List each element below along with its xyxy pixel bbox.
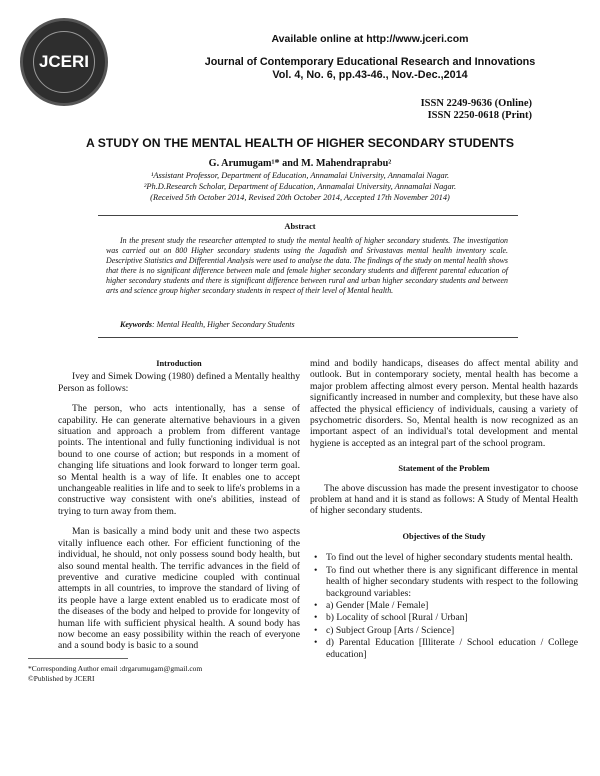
keywords-text: : Mental Health, Higher Secondary Students <box>152 320 295 329</box>
variable-item: • a) Gender [Male / Female] <box>326 600 578 611</box>
abstract-text: In the present study the researcher attempted to study the mental health of higher secondary students. The investigation was carried out on 800 Higher secondary students using the Jagadish and Srivastavas mental health inventory scale. Descriptive Statistics and Differential Analysis were used to analyse the data. The findings of the study on mental health shows that there is no significant difference between male and female higher secondary students and different parental education of higher secondary students and there is significant difference between rural and urban higher secondary students and between arts and science group higher secondary students in respect of their level of Mental health. <box>106 236 508 296</box>
received-dates: (Received 5th October 2014, Revised 20th October 2014, Accepted 17th November 2014) <box>150 193 450 202</box>
logo-text: JCERI <box>33 31 95 93</box>
variable-item: • b) Locality of school [Rural / Urban] <box>326 612 578 623</box>
issn-online: ISSN 2249-9636 (Online) <box>420 98 532 109</box>
keywords <box>120 320 520 329</box>
objectives-heading: Objectives of the Study <box>402 531 486 541</box>
footnote-publisher: ©Published by JCERI <box>28 674 95 683</box>
variables-list <box>326 600 578 660</box>
variable-item: • c) Subject Group [Arts / Science] <box>326 625 578 636</box>
objective-item: • To find out the level of higher secondary students mental health. <box>326 552 578 563</box>
abstract-top-rule <box>98 215 518 216</box>
journal-logo <box>20 18 108 106</box>
intro-paragraph-3: Man is basically a mind body unit and these two aspects vitally influence each other. For efficient functioning of the individual, he should, not only possess sound body health, but also sound mental health. The terrific advances in the field of preventive and curative medicine coupled with continual attempts in all countries, to improve the standard of living of its people have a large extent enabled us to eradicate most of the diseases of the body and helped to provide for longevity of human life with sufficient physical health. A sound body has now become an easy possibility within the reach of everyone and a sound body is basic to a sound <box>58 526 300 652</box>
left-column <box>58 358 300 661</box>
journal-name: Journal of Contemporary Educational Research and Innovations <box>204 56 536 68</box>
statement-paragraph: The above discussion has made the present investigator to choose problem at hand and it is stand as follows: A Study of Mental Health of higher secondary students. <box>310 482 578 517</box>
intro-paragraph-continued: mind and bodily handicaps, diseases do affect mental ability and outlook. But in contemporary society, mental health has become a major problem affecting almost every person. Mental health hazards significantly increased in number and complexity, but these have also affected the physical efficiency of individuals, causing a variety of psychometric disorders. So, Mental health is now recognized as an important aspect of an individual's total development and mental hygiene is accepted as an integral part of the school program. <box>310 358 578 449</box>
abstract-heading: Abstract <box>284 222 316 231</box>
keywords-label: Keywords <box>120 320 152 329</box>
footnote-email: *Corresponding Author email :drgarumugam@gmail.com <box>28 664 203 673</box>
footnote-rule <box>28 658 128 659</box>
issn-print: ISSN 2250-0618 (Print) <box>427 110 532 121</box>
affiliation-1: ¹Assistant Professor, Department of Education, Annamalai University, Annamalai Nagar. <box>150 171 450 180</box>
introduction-heading: Introduction <box>156 359 202 368</box>
article-title: A STUDY ON THE MENTAL HEALTH OF HIGHER SECONDARY STUDENTS <box>86 136 514 150</box>
right-column <box>310 358 578 661</box>
statement-heading: Statement of the Problem <box>398 464 490 474</box>
abstract-bottom-rule <box>98 337 518 338</box>
journal-volume: Vol. 4, No. 6, pp.43-46., Nov.-Dec.,2014 <box>272 69 468 81</box>
intro-paragraph-1: Ivey and Simek Dowing (1980) defined a Mentally healthy Person as follows: <box>58 371 300 394</box>
affiliation-2: ²Ph.D.Research Scholar, Department of Education, Annamalai University, Annamalai Nagar. <box>143 182 457 191</box>
intro-paragraph-2: The person, who acts intentionally, has a sense of capability. He can generate alternative behaviours in a given situation and approach a problem from different vantage points. The intentional and fully functioning individual is not bound to one course of action; but responds in a moment of changing life situations and look forward to longer term goal. so Mental health is a way of life. It enables one to accept unchangeable realities in life and to seek to life's problems in a constructive way consistent with one's abilities, instead of trying to turn away from them. <box>58 403 300 517</box>
variable-item: • d) Parental Education [Illiterate / School education / College education] <box>326 637 578 660</box>
objective-item-text: To find out whether there is any significant difference in mental health of higher secondary students with respect to the following background variables: <box>326 564 578 599</box>
article-authors: G. Arumugam¹* and M. Mahendraprabu² <box>208 158 392 169</box>
objective-item <box>326 565 578 660</box>
objectives-list <box>310 552 578 660</box>
available-online: Available online at http://www.jceri.com <box>271 33 469 45</box>
